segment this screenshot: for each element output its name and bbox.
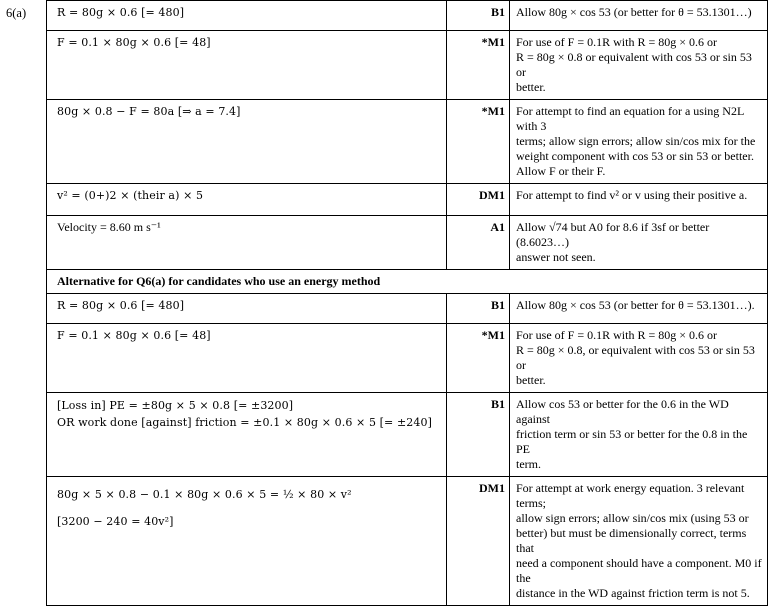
mark-cell: *M1: [447, 324, 510, 393]
mark-cell: B1: [447, 1, 510, 31]
answer-cell: [47, 324, 447, 393]
guidance-cell: [510, 393, 768, 477]
guidance-line: distance in the WD against friction term is not 5.: [516, 586, 750, 600]
guidance-line: R = 80g × 0.8 or equivalent with cos 53 or sin 53 or: [516, 50, 752, 79]
guidance-line: term.: [516, 457, 541, 471]
guidance-line: Allow cos 53 or better for the 0.6 in the WD against: [516, 397, 729, 426]
answer-line: [Loss in] PE = ±80g × 5 × 0.8 [= ±3200]: [57, 399, 294, 412]
guidance-cell: [510, 216, 768, 270]
table-row: [47, 324, 768, 393]
guidance-line: For use of F = 0.1R with R = 80g × 0.6 or: [516, 328, 717, 342]
answer-cell: [47, 1, 447, 31]
guidance-line: weight component with cos 53 or sin 53 or better.: [516, 149, 754, 163]
guidance-line: Allow 80g × cos 53 (or better for θ = 53.1301…).: [516, 298, 755, 312]
guidance-cell: [510, 31, 768, 100]
guidance-line: R = 80g × 0.8, or equivalent with cos 53 or sin 53 or: [516, 343, 755, 372]
guidance-line: friction term or sin 53 or better for the 0.8 in the PE: [516, 427, 748, 456]
guidance-cell: [510, 294, 768, 324]
question-number: 6(a): [6, 6, 27, 20]
mark-cell: B1: [447, 393, 510, 477]
guidance-line: better) but must be dimensionally correct, terms that: [516, 526, 747, 555]
mark-scheme-table: [46, 0, 768, 606]
mark-cell: *M1: [447, 31, 510, 100]
guidance-cell: [510, 184, 768, 216]
guidance-cell: [510, 324, 768, 393]
table-row: [47, 270, 768, 294]
guidance-cell: [510, 1, 768, 31]
table-row: [47, 1, 768, 31]
guidance-line: Allow 80g × cos 53 (or better for θ = 53.1301…): [516, 5, 752, 19]
answer-cell: [47, 393, 447, 477]
mark-cell: DM1: [447, 477, 510, 606]
answer-line: [3200 − 240 = 40v²]: [57, 515, 174, 528]
answer-line: 80g × 0.8 − F = 80a [⇒ a = 7.4]: [57, 105, 241, 118]
guidance-line: better.: [516, 80, 546, 94]
mark-cell: DM1: [447, 184, 510, 216]
guidance-line: Allow √74 but A0 for 8.6 if 3sf or better (8.6023…): [516, 220, 710, 249]
answer-line: Velocity = 8.60 m s⁻¹: [57, 220, 161, 234]
answer-line: F = 0.1 × 80g × 0.6 [= 48]: [57, 36, 211, 49]
answer-cell: [47, 294, 447, 324]
mark-cell: A1: [447, 216, 510, 270]
guidance-line: For attempt at work energy equation. 3 relevant terms;: [516, 481, 745, 510]
guidance-line: For use of F = 0.1R with R = 80g × 0.6 or: [516, 35, 717, 49]
table-row: [47, 100, 768, 184]
guidance-line: terms; allow sign errors; allow sin/cos mix for the: [516, 134, 756, 148]
mark-cell: *M1: [447, 100, 510, 184]
table-row: [47, 294, 768, 324]
alternative-heading: Alternative for Q6(a) for candidates who use an energy method: [47, 270, 768, 294]
guidance-cell: [510, 100, 768, 184]
guidance-line: For attempt to find v² or v using their positive a.: [516, 188, 748, 202]
answer-line: v² = (0+)2 × (their a) × 5: [57, 189, 204, 202]
answer-cell: [47, 184, 447, 216]
table-row: [47, 184, 768, 216]
guidance-line: For attempt to find an equation for a using N2L with 3: [516, 104, 744, 133]
mark-cell: B1: [447, 294, 510, 324]
answer-line: 80g × 5 × 0.8 − 0.1 × 80g × 0.6 × 5 = ½ × 80 × v²: [57, 488, 352, 501]
answer-cell: [47, 31, 447, 100]
guidance-line: allow sign errors; allow sin/cos mix (using 53 or: [516, 511, 749, 525]
table-row: [47, 216, 768, 270]
answer-line: F = 0.1 × 80g × 0.6 [= 48]: [57, 329, 211, 342]
answer-line: R = 80g × 0.6 [= 480]: [57, 6, 185, 19]
guidance-line: need a component should have a component. M0 if the: [516, 556, 762, 585]
answer-cell: [47, 216, 447, 270]
answer-line: OR work done [against] friction = ±0.1 × 80g × 0.6 × 5 [= ±240]: [57, 416, 432, 429]
answer-line: R = 80g × 0.6 [= 480]: [57, 299, 185, 312]
answer-cell: [47, 100, 447, 184]
guidance-line: answer not seen.: [516, 250, 596, 264]
table-row: [47, 393, 768, 477]
guidance-line: better.: [516, 373, 546, 387]
table-row: [47, 31, 768, 100]
guidance-line: Allow F or their F.: [516, 164, 606, 178]
